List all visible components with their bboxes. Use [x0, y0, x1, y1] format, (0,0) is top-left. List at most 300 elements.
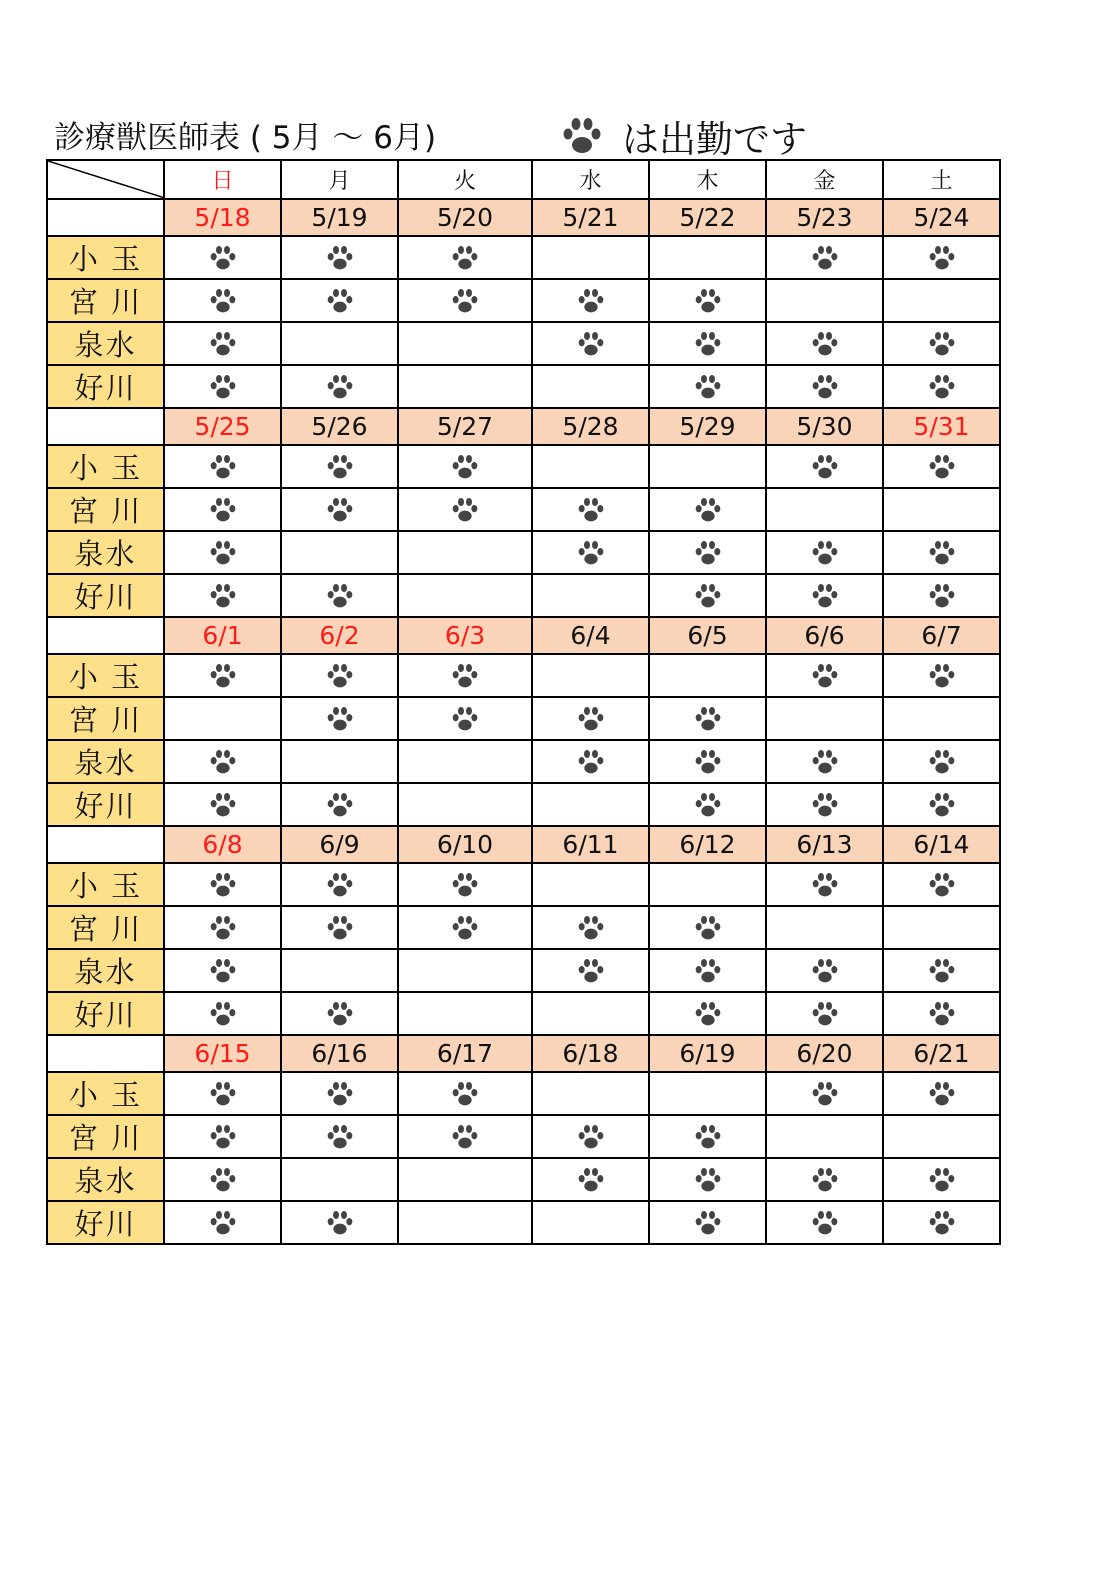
- paw-icon: [208, 748, 238, 776]
- paw-icon: [450, 1080, 480, 1108]
- paw-icon: [325, 1080, 355, 1108]
- attendance-cell: [281, 697, 398, 740]
- date-cell: 5/21: [532, 199, 649, 236]
- attendance-cell: [164, 740, 281, 783]
- attendance-cell: [281, 1115, 398, 1158]
- attendance-cell: [281, 863, 398, 906]
- attendance-cell: [398, 531, 532, 574]
- attendance-cell: [766, 488, 883, 531]
- attendance-cell: [649, 740, 766, 783]
- date-cell: 6/14: [883, 826, 1000, 863]
- attendance-cell: [532, 488, 649, 531]
- paw-icon: [810, 582, 840, 610]
- date-cell: 6/12: [649, 826, 766, 863]
- date-cell: 6/10: [398, 826, 532, 863]
- paw-icon: [325, 1123, 355, 1151]
- attendance-cell: [164, 906, 281, 949]
- attendance-cell: [281, 1072, 398, 1115]
- doctor-name: 宮 川: [47, 488, 164, 531]
- paw-icon: [576, 1166, 606, 1194]
- paw-icon: [810, 539, 840, 567]
- attendance-cell: [398, 488, 532, 531]
- day-header: 木: [649, 160, 766, 199]
- doctor-row: [47, 445, 1000, 488]
- date-cell: 5/22: [649, 199, 766, 236]
- doctor-name: 宮 川: [47, 1115, 164, 1158]
- attendance-cell: [766, 279, 883, 322]
- paw-icon: [927, 582, 957, 610]
- paw-icon: [693, 330, 723, 358]
- attendance-cell: [398, 863, 532, 906]
- attendance-cell: [766, 531, 883, 574]
- day-header: 金: [766, 160, 883, 199]
- attendance-cell: [398, 1072, 532, 1115]
- date-cell: 6/6: [766, 617, 883, 654]
- doctor-name: 泉水: [47, 740, 164, 783]
- attendance-cell: [766, 322, 883, 365]
- attendance-cell: [766, 906, 883, 949]
- doctor-row: [47, 279, 1000, 322]
- attendance-cell: [532, 236, 649, 279]
- attendance-cell: [766, 1072, 883, 1115]
- legend: [560, 112, 807, 160]
- attendance-cell: [766, 654, 883, 697]
- paw-icon: [208, 914, 238, 942]
- attendance-cell: [398, 740, 532, 783]
- date-cell: 5/29: [649, 408, 766, 445]
- paw-icon: [927, 244, 957, 272]
- attendance-cell: [281, 1201, 398, 1244]
- attendance-cell: [164, 783, 281, 826]
- paw-icon: [576, 748, 606, 776]
- doctor-row: [47, 863, 1000, 906]
- paw-icon: [927, 539, 957, 567]
- paw-icon: [208, 244, 238, 272]
- date-cell: 6/9: [281, 826, 398, 863]
- attendance-cell: [649, 574, 766, 617]
- paw-icon: [810, 1080, 840, 1108]
- attendance-cell: [766, 697, 883, 740]
- doctor-name: 泉水: [47, 531, 164, 574]
- week-date-row: [47, 1035, 1000, 1072]
- paw-icon: [325, 244, 355, 272]
- attendance-cell: [398, 322, 532, 365]
- attendance-cell: [532, 783, 649, 826]
- attendance-cell: [281, 279, 398, 322]
- attendance-cell: [532, 1158, 649, 1201]
- attendance-cell: [532, 906, 649, 949]
- attendance-cell: [649, 236, 766, 279]
- attendance-cell: [398, 1115, 532, 1158]
- day-header: 月: [281, 160, 398, 199]
- date-cell: 5/19: [281, 199, 398, 236]
- paw-icon: [810, 871, 840, 899]
- attendance-cell: [398, 654, 532, 697]
- doctor-row: [47, 697, 1000, 740]
- paw-icon: [576, 957, 606, 985]
- week-date-row: [47, 199, 1000, 236]
- date-cell: 6/11: [532, 826, 649, 863]
- attendance-cell: [766, 992, 883, 1035]
- attendance-cell: [281, 531, 398, 574]
- paw-icon: [576, 914, 606, 942]
- paw-icon: [208, 957, 238, 985]
- paw-icon: [927, 1000, 957, 1028]
- paw-icon: [450, 662, 480, 690]
- date-cell: 5/26: [281, 408, 398, 445]
- paw-icon: [208, 582, 238, 610]
- paw-icon: [693, 1166, 723, 1194]
- legend-text: は出勤です: [622, 118, 807, 161]
- paw-icon: [576, 539, 606, 567]
- date-cell: 5/28: [532, 408, 649, 445]
- attendance-cell: [398, 697, 532, 740]
- doctor-name: 泉水: [47, 949, 164, 992]
- day-header: 水: [532, 160, 649, 199]
- attendance-cell: [281, 740, 398, 783]
- paw-icon: [693, 914, 723, 942]
- attendance-cell: [766, 1201, 883, 1244]
- attendance-cell: [766, 1115, 883, 1158]
- attendance-cell: [164, 445, 281, 488]
- date-cell: 5/18: [164, 199, 281, 236]
- attendance-cell: [398, 1158, 532, 1201]
- paw-icon: [450, 453, 480, 481]
- attendance-cell: [532, 697, 649, 740]
- attendance-cell: [766, 783, 883, 826]
- date-cell: 5/24: [883, 199, 1000, 236]
- attendance-cell: [649, 531, 766, 574]
- paw-icon: [325, 496, 355, 524]
- paw-icon: [810, 1209, 840, 1237]
- date-cell: 5/20: [398, 199, 532, 236]
- paw-icon: [208, 1123, 238, 1151]
- attendance-cell: [532, 949, 649, 992]
- paw-icon: [693, 1000, 723, 1028]
- attendance-cell: [281, 1158, 398, 1201]
- paw-icon: [325, 373, 355, 401]
- paw-icon: [927, 330, 957, 358]
- page-title: 診療獣医師表 ( 5月 ～ 6月): [54, 120, 437, 156]
- attendance-cell: [649, 1115, 766, 1158]
- attendance-cell: [649, 445, 766, 488]
- paw-icon: [693, 373, 723, 401]
- attendance-cell: [649, 279, 766, 322]
- doctor-name: 好川: [47, 365, 164, 408]
- attendance-cell: [883, 1072, 1000, 1115]
- attendance-cell: [649, 1072, 766, 1115]
- attendance-cell: [398, 992, 532, 1035]
- attendance-cell: [883, 906, 1000, 949]
- attendance-cell: [649, 949, 766, 992]
- attendance-cell: [281, 488, 398, 531]
- paw-icon: [810, 957, 840, 985]
- paw-icon: [208, 1000, 238, 1028]
- attendance-cell: [532, 365, 649, 408]
- attendance-cell: [532, 531, 649, 574]
- attendance-cell: [883, 445, 1000, 488]
- paw-icon: [810, 791, 840, 819]
- attendance-cell: [164, 992, 281, 1035]
- attendance-cell: [164, 863, 281, 906]
- paw-icon: [693, 1209, 723, 1237]
- attendance-cell: [532, 322, 649, 365]
- attendance-cell: [649, 992, 766, 1035]
- paw-icon: [450, 705, 480, 733]
- doctor-name: 小 玉: [47, 654, 164, 697]
- paw-icon: [693, 705, 723, 733]
- paw-icon: [208, 453, 238, 481]
- attendance-cell: [766, 574, 883, 617]
- date-cell: 6/7: [883, 617, 1000, 654]
- attendance-cell: [766, 365, 883, 408]
- attendance-cell: [883, 654, 1000, 697]
- paw-icon: [927, 791, 957, 819]
- doctor-name: 好川: [47, 574, 164, 617]
- attendance-cell: [281, 365, 398, 408]
- doctor-row: [47, 365, 1000, 408]
- doctor-name: 小 玉: [47, 863, 164, 906]
- paw-icon: [208, 539, 238, 567]
- attendance-cell: [649, 783, 766, 826]
- week-date-row: [47, 826, 1000, 863]
- attendance-cell: [883, 1115, 1000, 1158]
- attendance-cell: [398, 1201, 532, 1244]
- paw-icon: [693, 748, 723, 776]
- attendance-cell: [398, 445, 532, 488]
- schedule-table: [46, 159, 1001, 1245]
- date-cell: 5/23: [766, 199, 883, 236]
- attendance-cell: [532, 1072, 649, 1115]
- date-cell: 6/15: [164, 1035, 281, 1072]
- doctor-name: 小 玉: [47, 445, 164, 488]
- attendance-cell: [164, 1115, 281, 1158]
- blank-cell: [47, 199, 164, 236]
- paw-icon: [693, 496, 723, 524]
- paw-icon: [693, 582, 723, 610]
- attendance-cell: [766, 740, 883, 783]
- paw-icon: [810, 373, 840, 401]
- paw-icon: [208, 373, 238, 401]
- attendance-cell: [281, 322, 398, 365]
- paw-icon: [927, 1209, 957, 1237]
- date-cell: 6/19: [649, 1035, 766, 1072]
- attendance-cell: [766, 1158, 883, 1201]
- attendance-cell: [883, 697, 1000, 740]
- paw-icon: [927, 871, 957, 899]
- date-cell: 5/27: [398, 408, 532, 445]
- paw-icon: [576, 287, 606, 315]
- blank-cell: [47, 1035, 164, 1072]
- paw-icon: [693, 539, 723, 567]
- doctor-name: 好川: [47, 992, 164, 1035]
- attendance-cell: [883, 1158, 1000, 1201]
- attendance-cell: [398, 279, 532, 322]
- attendance-cell: [532, 445, 649, 488]
- attendance-cell: [398, 949, 532, 992]
- blank-cell: [47, 826, 164, 863]
- week-date-row: [47, 408, 1000, 445]
- doctor-row: [47, 949, 1000, 992]
- paw-icon: [927, 1080, 957, 1108]
- date-cell: 5/31: [883, 408, 1000, 445]
- paw-icon: [325, 791, 355, 819]
- attendance-cell: [649, 488, 766, 531]
- date-cell: 6/8: [164, 826, 281, 863]
- paw-icon: [810, 244, 840, 272]
- doctor-name: 泉水: [47, 1158, 164, 1201]
- paw-icon: [208, 496, 238, 524]
- paw-icon: [208, 791, 238, 819]
- doctor-name: 泉水: [47, 322, 164, 365]
- doctor-row: [47, 1158, 1000, 1201]
- doctor-name: 宮 川: [47, 279, 164, 322]
- paw-icon: [810, 662, 840, 690]
- attendance-cell: [164, 574, 281, 617]
- date-cell: 6/13: [766, 826, 883, 863]
- attendance-cell: [532, 863, 649, 906]
- day-header: 土: [883, 160, 1000, 199]
- attendance-cell: [532, 654, 649, 697]
- date-cell: 6/16: [281, 1035, 398, 1072]
- paw-icon: [450, 244, 480, 272]
- attendance-cell: [398, 574, 532, 617]
- paw-icon: [927, 1166, 957, 1194]
- attendance-cell: [281, 949, 398, 992]
- paw-icon: [450, 914, 480, 942]
- paw-icon: [810, 453, 840, 481]
- date-cell: 6/21: [883, 1035, 1000, 1072]
- paw-icon: [810, 1166, 840, 1194]
- paw-icon: [560, 115, 604, 157]
- date-cell: 5/30: [766, 408, 883, 445]
- attendance-cell: [164, 279, 281, 322]
- attendance-cell: [281, 236, 398, 279]
- doctor-row: [47, 740, 1000, 783]
- paw-icon: [450, 871, 480, 899]
- paw-icon: [325, 1000, 355, 1028]
- doctor-row: [47, 574, 1000, 617]
- paw-icon: [927, 957, 957, 985]
- blank-cell: [47, 408, 164, 445]
- paw-icon: [450, 496, 480, 524]
- doctor-row: [47, 322, 1000, 365]
- attendance-cell: [398, 783, 532, 826]
- attendance-cell: [649, 1201, 766, 1244]
- date-cell: 5/25: [164, 408, 281, 445]
- attendance-cell: [883, 992, 1000, 1035]
- date-cell: 6/3: [398, 617, 532, 654]
- attendance-cell: [164, 949, 281, 992]
- attendance-cell: [164, 236, 281, 279]
- blank-cell: [47, 617, 164, 654]
- doctor-row: [47, 531, 1000, 574]
- doctor-row: [47, 906, 1000, 949]
- paw-icon: [325, 1209, 355, 1237]
- attendance-cell: [649, 863, 766, 906]
- paw-icon: [325, 871, 355, 899]
- week-date-row: [47, 617, 1000, 654]
- doctor-row: [47, 992, 1000, 1035]
- doctor-name: 小 玉: [47, 236, 164, 279]
- attendance-cell: [649, 906, 766, 949]
- date-cell: 6/2: [281, 617, 398, 654]
- paw-icon: [693, 1123, 723, 1151]
- paw-icon: [325, 582, 355, 610]
- attendance-cell: [164, 654, 281, 697]
- paw-icon: [810, 748, 840, 776]
- paw-icon: [325, 453, 355, 481]
- paw-icon: [325, 914, 355, 942]
- attendance-cell: [164, 697, 281, 740]
- attendance-cell: [883, 236, 1000, 279]
- paw-icon: [450, 287, 480, 315]
- corner-cell: [47, 160, 164, 199]
- paw-icon: [576, 705, 606, 733]
- paw-icon: [576, 1123, 606, 1151]
- attendance-cell: [883, 1201, 1000, 1244]
- attendance-cell: [164, 365, 281, 408]
- attendance-cell: [281, 992, 398, 1035]
- paw-icon: [810, 1000, 840, 1028]
- attendance-cell: [281, 574, 398, 617]
- attendance-cell: [649, 365, 766, 408]
- paw-icon: [693, 791, 723, 819]
- date-cell: 6/18: [532, 1035, 649, 1072]
- paw-icon: [208, 1166, 238, 1194]
- doctor-name: 宮 川: [47, 697, 164, 740]
- attendance-cell: [398, 236, 532, 279]
- attendance-cell: [883, 783, 1000, 826]
- doctor-name: 好川: [47, 783, 164, 826]
- date-cell: 6/4: [532, 617, 649, 654]
- attendance-cell: [281, 783, 398, 826]
- attendance-cell: [532, 574, 649, 617]
- paw-icon: [693, 957, 723, 985]
- attendance-cell: [883, 488, 1000, 531]
- attendance-cell: [398, 906, 532, 949]
- paw-icon: [450, 1123, 480, 1151]
- paw-icon: [576, 330, 606, 358]
- attendance-cell: [281, 445, 398, 488]
- attendance-cell: [164, 1072, 281, 1115]
- paw-icon: [927, 662, 957, 690]
- paw-icon: [325, 662, 355, 690]
- doctor-row: [47, 1072, 1000, 1115]
- paw-icon: [325, 287, 355, 315]
- date-cell: 6/17: [398, 1035, 532, 1072]
- doctor-name: 宮 川: [47, 906, 164, 949]
- attendance-cell: [883, 740, 1000, 783]
- paw-icon: [927, 453, 957, 481]
- day-header: 日: [164, 160, 281, 199]
- paw-icon: [208, 871, 238, 899]
- attendance-cell: [164, 322, 281, 365]
- attendance-cell: [532, 740, 649, 783]
- attendance-cell: [649, 654, 766, 697]
- attendance-cell: [532, 1115, 649, 1158]
- attendance-cell: [766, 949, 883, 992]
- day-header: 火: [398, 160, 532, 199]
- doctor-row: [47, 488, 1000, 531]
- attendance-cell: [164, 488, 281, 531]
- attendance-cell: [883, 365, 1000, 408]
- paw-icon: [325, 705, 355, 733]
- attendance-cell: [649, 697, 766, 740]
- attendance-cell: [766, 863, 883, 906]
- attendance-cell: [883, 863, 1000, 906]
- paw-icon: [927, 373, 957, 401]
